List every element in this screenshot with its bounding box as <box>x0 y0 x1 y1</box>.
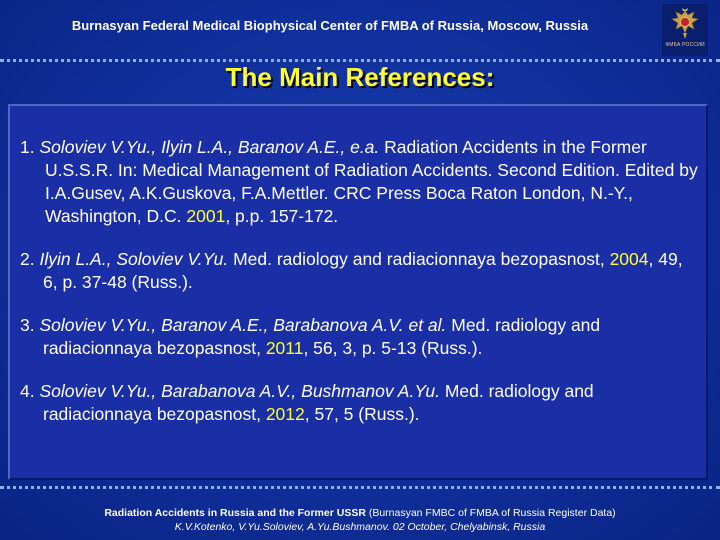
reference-year: 2012 <box>265 404 305 424</box>
footer <box>0 506 720 534</box>
footer-line-1 <box>0 506 720 520</box>
emblem <box>662 4 708 56</box>
footer-source: (Burnasyan FMBC of FMBA of Russia Register Data) <box>365 507 616 519</box>
page-title: The Main References: <box>225 62 495 92</box>
reference-authors: Soloviev V.Yu., Barabanova A.V., Bushmanov A.Yu. <box>39 381 440 401</box>
reference-year: 2001 <box>186 206 226 226</box>
reference-number: 4. <box>20 381 35 401</box>
references-panel <box>8 104 708 480</box>
reference-item-1 <box>20 136 700 228</box>
reference-text-end: , 57, 5 (Russ.). <box>304 404 420 424</box>
reference-year: 2011 <box>265 338 304 358</box>
reference-text: Med. radiology and radiacionnaya bezopasnost, <box>43 315 601 358</box>
footer-title: Radiation Accidents in Russia and the Former USSR <box>104 507 366 519</box>
emblem-caption: ФМБА РОССИИ <box>665 42 705 48</box>
bottom-divider <box>0 486 720 489</box>
reference-item-2 <box>20 248 700 294</box>
reference-authors: Soloviev V.Yu., Baranov A.E., Barabanova A.V. et al. <box>39 315 447 335</box>
reference-text: Med. radiology and radiacionnaya bezopasnost, <box>43 381 594 424</box>
references-list <box>20 136 700 426</box>
reference-text-end: , p.p. 157-172. <box>225 206 339 226</box>
reference-authors: Ilyin L.A., Soloviev V.Yu. <box>39 249 229 269</box>
reference-year: 2004 <box>609 249 649 269</box>
reference-number: 2. <box>20 249 35 269</box>
reference-item-4 <box>20 380 700 426</box>
reference-authors: Soloviev V.Yu., Ilyin L.A., Baranov A.E., e.a. <box>39 137 380 157</box>
reference-number: 1. <box>20 137 35 157</box>
reference-number: 3. <box>20 315 35 335</box>
reference-text: Radiation Accidents in the Former U.S.S.R. In: Medical Management of Radiation Accidents. Second Edition. Edited by I.A.Gusev, A.K.Guskova, F.A.Mettler. CRC Press Boca Raton London, N.-Y., Washington, D.C. <box>45 137 698 226</box>
footer-line-2: K.V.Kotenko, V.Yu.Soloviev, A.Yu.Bushmanov. 02 October, Chelyabinsk, Russia <box>174 521 546 533</box>
double-headed-eagle-emblem-icon <box>670 7 700 41</box>
reference-item-3 <box>20 314 700 360</box>
reference-text-end: , 49, 6, p. 37-48 (Russ.). <box>43 249 683 292</box>
header-title: Burnasyan Federal Medical Biophysical Center of FMBA of Russia, Moscow, Russia <box>71 18 589 33</box>
reference-text: Med. radiology and radiacionnaya bezopasnost, <box>233 249 605 269</box>
reference-text-end: , 56, 3, p. 5-13 (Russ.). <box>303 338 483 358</box>
